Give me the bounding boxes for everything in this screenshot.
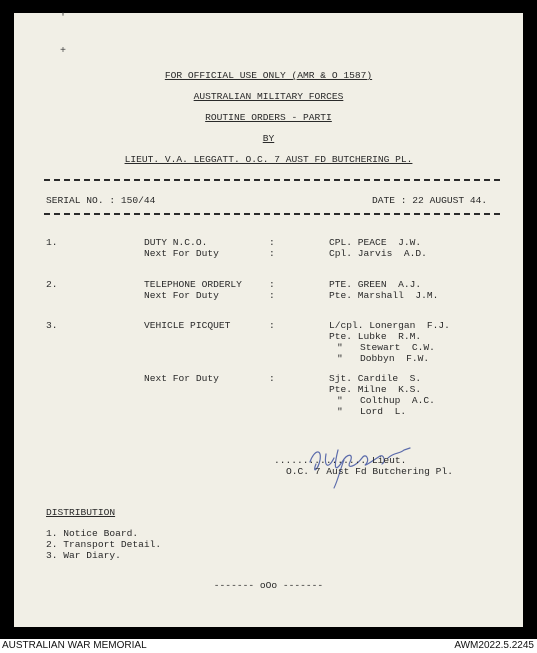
footer-credit: AUSTRALIAN WAR MEMORIAL <box>2 640 147 651</box>
duty-title: Next For Duty <box>144 373 219 384</box>
duty-title: Next For Duty <box>144 290 219 301</box>
distribution-item: 1. Notice Board. <box>46 528 139 539</box>
paper-mark: ' <box>60 13 67 24</box>
divider <box>44 213 500 215</box>
duty-name: Pte. Milne K.S. <box>329 384 422 395</box>
duty-title: Next For Duty <box>144 248 219 259</box>
duty-name: L/cpl. Lonergan F.J. <box>329 320 450 331</box>
signatory-unit: O.C. 7 Aust Fd Butchering Pl. <box>286 466 453 477</box>
duty-title: DUTY N.C.O. <box>144 237 208 248</box>
separator: : <box>269 373 275 384</box>
separator: : <box>269 248 275 259</box>
header-title: ROUTINE ORDERS - PARTI <box>205 112 332 123</box>
order-number: 2. <box>46 279 58 290</box>
duty-name: Sjt. Cardile S. <box>329 373 422 384</box>
duty-name: " Lord L. <box>337 406 407 417</box>
duty-name: " Dobbyn F.W. <box>337 353 430 364</box>
distribution-item: 3. War Diary. <box>46 550 121 561</box>
header-organisation: AUSTRALIAN MILITARY FORCES <box>193 91 344 102</box>
duty-name: CPL. PEACE J.W. <box>329 237 422 248</box>
separator: : <box>269 237 275 248</box>
divider <box>44 179 500 181</box>
order-date: DATE : 22 AUGUST 44. <box>372 195 488 206</box>
serial-number: SERIAL NO. : 150/44 <box>46 195 156 206</box>
duty-name: " Colthup A.C. <box>337 395 435 406</box>
duty-name: PTE. GREEN A.J. <box>329 279 422 290</box>
duty-name: Pte. Marshall J.M. <box>329 290 439 301</box>
duty-title: TELEPHONE ORDERLY <box>144 279 242 290</box>
end-mark: ------- oOo ------- <box>213 580 324 591</box>
document-page <box>14 13 523 627</box>
distribution-title: DISTRIBUTION <box>46 507 116 518</box>
duty-name: Cpl. Jarvis A.D. <box>329 248 427 259</box>
header-issuer: LIEUT. V.A. LEGGATT. O.C. 7 AUST FD BUTCHERING PL. <box>124 154 413 165</box>
paper-mark: + <box>60 46 67 57</box>
footer-bar <box>0 639 537 653</box>
order-number: 3. <box>46 320 58 331</box>
duty-title: VEHICLE PICQUET <box>144 320 231 331</box>
separator: : <box>269 320 275 331</box>
duty-name: " Stewart C.W. <box>337 342 435 353</box>
duty-name: Pte. Lubke R.M. <box>329 331 422 342</box>
separator: : <box>269 279 275 290</box>
footer-accession: AWM2022.5.2245 <box>454 640 534 651</box>
separator: : <box>269 290 275 301</box>
order-number: 1. <box>46 237 58 248</box>
signature-line: ................ Lieut. <box>274 455 407 466</box>
header-classification: FOR OFFICIAL USE ONLY (AMR & O 1587) <box>164 70 373 81</box>
header-by: BY <box>262 133 275 144</box>
distribution-item: 2. Transport Detail. <box>46 539 162 550</box>
